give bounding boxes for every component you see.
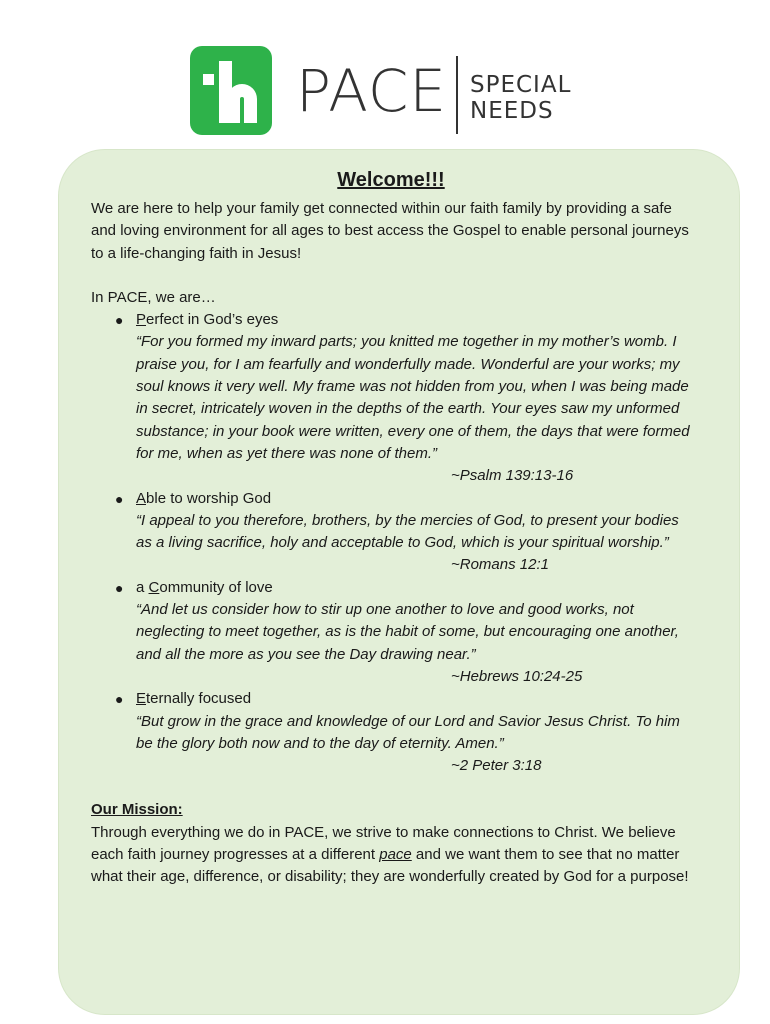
header-logo [190, 44, 590, 140]
brand-subtitle-line2: NEEDS [470, 98, 554, 124]
item-reference: ~Hebrews 10:24-25 [451, 667, 583, 685]
item-reference: ~Psalm 139:13-16 [451, 467, 574, 485]
item-title: a Community of love [136, 578, 273, 596]
h-logo-icon [190, 46, 272, 135]
welcome-content [91, 160, 691, 889]
bullet-icon: ● [115, 490, 124, 507]
item-verse: “And let us consider how to stir up one another to love and good works, not neglecting to meet together, as is the habit of some, but encouraging one another, and all the more as you see the Day drawing near.” [136, 601, 679, 663]
welcome-intro: We are here to help your family get connected within our faith family by providing a safe and loving environment for all ages to best access the Gospel to enable personal journeys to a life-changing faith in Jesus! [91, 200, 689, 262]
item-verse: “For you formed my inward parts; you knitted me together in my mother’s womb. I praise you, for I am fearfully and wonderfully made. Wonderful are your works; my soul knows it very well. My frame was not hidden from you, when I was being made in secret, intricately woven in the depths of the earth. Your eyes saw my unformed substance; in your book were written, every one of them, the days that were formed for me, when as yet there was none of them.” [136, 333, 690, 462]
brand-name: PACE [296, 57, 448, 125]
pace-list [91, 309, 691, 777]
list-lead: In PACE, we are… [91, 288, 216, 306]
brand-divider [456, 56, 458, 134]
bullet-icon: ● [115, 312, 124, 329]
welcome-title: Welcome!!! [337, 169, 445, 191]
list-item-perfect [91, 309, 691, 487]
item-reference: ~Romans 12:1 [451, 556, 549, 574]
list-item-eternally [91, 688, 691, 777]
bullet-icon: ● [115, 691, 124, 708]
item-verse: “I appeal to you therefore, brothers, by the mercies of God, to present your bodies as a living sacrifice, holy and acceptable to God, which is your spiritual worship.” [136, 511, 679, 552]
brand-subtitle [470, 72, 571, 124]
mission-text: Through everything we do in PACE, we strive to make connections to Christ. We believe each faith journey progresses at a different pace and we want them to see that no matter what their age, difference, or disability; they are wonderfully created by God for a purpose! [91, 823, 689, 886]
mission-heading: Our Mission: [91, 801, 183, 819]
item-title: Perfect in God’s eyes [136, 311, 279, 329]
list-item-community [91, 577, 691, 688]
bullet-icon: ● [115, 579, 124, 596]
list-item-able [91, 488, 691, 577]
item-title: Eternally focused [136, 690, 252, 708]
item-reference: ~2 Peter 3:18 [451, 757, 542, 775]
brand-subtitle-line1: SPECIAL [470, 72, 572, 98]
mission-emphasis: pace [379, 846, 412, 864]
item-verse: “But grow in the grace and knowledge of our Lord and Savior Jesus Christ. To him be the glory both now and to the day of eternity. Amen.” [136, 712, 680, 752]
item-title: Able to worship God [136, 489, 272, 507]
